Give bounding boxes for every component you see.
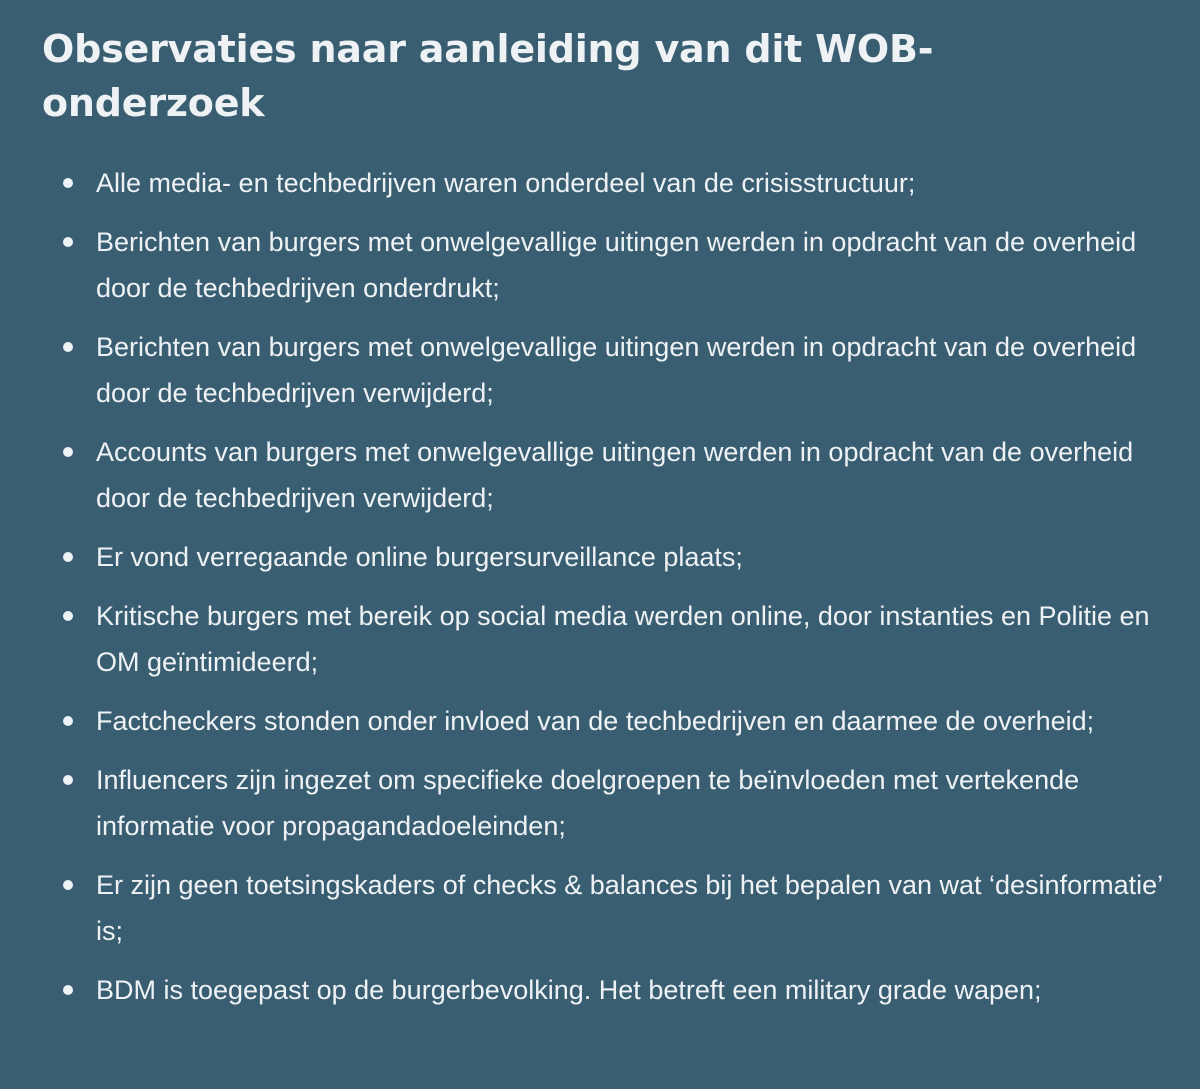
list-item-text: Kritische burgers met bereik op social media werden online, door instanties en Politie en OM geïntimideerd;: [96, 601, 1150, 677]
bullet-icon: [63, 342, 73, 352]
list-item-text: Berichten van burgers met onwelgevallige uitingen werden in opdracht van de overheid door de techbedrijven verwijderd;: [96, 332, 1137, 408]
list-item: [0, 593, 1200, 685]
list-item-text: Alle media- en techbedrijven waren onderdeel van de crisisstructuur;: [96, 168, 916, 198]
list-item-text: Influencers zijn ingezet om specifieke doelgroepen te beïnvloeden met vertekende informatie voor propagandadoeleinden;: [96, 765, 1080, 841]
list-item: [0, 698, 1200, 744]
list-item: [0, 534, 1200, 580]
list-item: [0, 862, 1200, 954]
list-item-text: Er vond verregaande online burgersurveillance plaats;: [96, 542, 743, 572]
list-item: [0, 219, 1200, 311]
bullet-icon: [63, 178, 73, 188]
bullet-icon: [63, 985, 73, 995]
list-item: [0, 429, 1200, 521]
observations-list: [0, 160, 1200, 1026]
list-item: [0, 757, 1200, 849]
bullet-icon: [63, 716, 73, 726]
list-item-text: Berichten van burgers met onwelgevallige uitingen werden in opdracht van de overheid door de techbedrijven onderdrukt;: [96, 227, 1137, 303]
bullet-icon: [63, 447, 73, 457]
list-item: [0, 967, 1200, 1013]
section-heading: Observaties naar aanleiding van dit WOB-onderzoek: [42, 27, 934, 125]
list-item: [0, 324, 1200, 416]
list-item-text: Er zijn geen toetsingskaders of checks & balances bij het bepalen van wat ‘desinformatie’ is;: [96, 870, 1163, 946]
bullet-icon: [63, 552, 73, 562]
list-item-text: BDM is toegepast op de burgerbevolking. Het betreft een military grade wapen;: [96, 975, 1042, 1005]
bullet-icon: [63, 880, 73, 890]
bullet-icon: [63, 237, 73, 247]
list-item-text: Factcheckers stonden onder invloed van de techbedrijven en daarmee de overheid;: [96, 706, 1095, 736]
bullet-icon: [63, 611, 73, 621]
list-item-text: Accounts van burgers met onwelgevallige uitingen werden in opdracht van de overheid door de techbedrijven verwijderd;: [96, 437, 1134, 513]
list-item: [0, 160, 1200, 206]
bullet-icon: [63, 775, 73, 785]
